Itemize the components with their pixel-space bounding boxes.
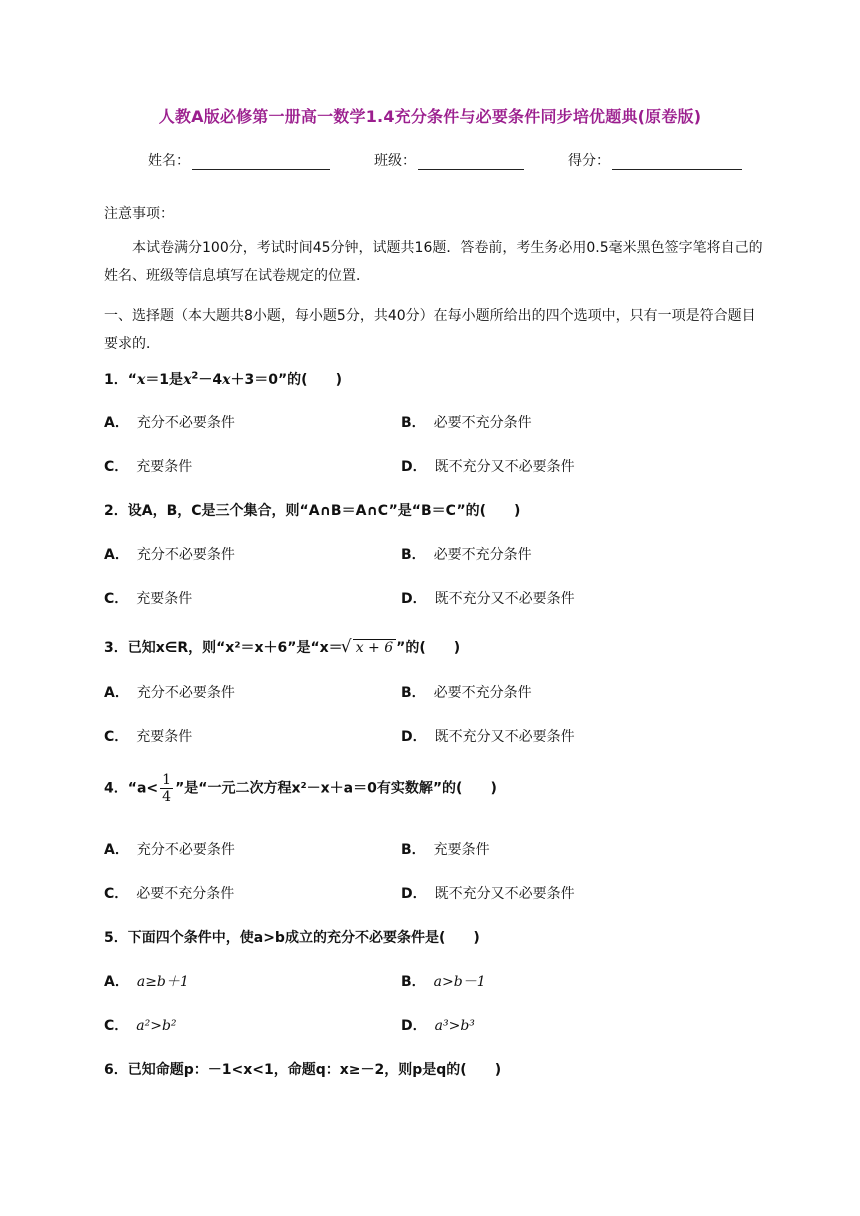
question-text: ＋3＝0”的( ) [230,372,342,388]
option-text: 充分不必要条件 [136,547,235,563]
option-key: B． [401,685,426,701]
q2-option-b[interactable] [401,544,532,564]
option-text: a²>b² [136,1018,177,1034]
math-var: x [222,372,231,388]
name-blank[interactable] [192,156,330,170]
option-key: A． [104,842,129,858]
option-key: A． [104,415,129,431]
q1-option-b[interactable] [401,412,532,432]
class-blank[interactable] [418,156,524,170]
option-text: 既不充分又不必要条件 [434,591,575,607]
question-text: 已知命题p：－1<x<1，命题q：x≥－2，则p是q的( ) [127,1062,502,1078]
student-info-fields [148,150,786,170]
fraction-numerator: 1 [162,772,172,788]
name-label: 姓名： [148,153,190,169]
question-text: 设A，B，C是三个集合，则“A∩B＝A∩C”是“B＝C”的( ) [127,503,521,519]
option-key: C． [104,1018,129,1034]
option-key: B． [401,415,426,431]
option-key: D． [401,459,427,475]
q2-option-c[interactable] [104,588,192,608]
q3-option-a[interactable] [104,682,235,702]
question-6 [104,1059,501,1079]
question-text: 下面四个条件中，使a>b成立的充分不必要条件是( ) [127,930,480,946]
math-var: x [183,372,192,388]
option-text: 必要不充分条件 [433,547,532,563]
q3-option-b[interactable] [401,682,532,702]
option-key: C． [104,729,129,745]
option-text: a³>b³ [434,1018,475,1034]
question-3 [104,637,460,657]
option-text: 充要条件 [136,591,193,607]
option-text: 充分不必要条件 [136,842,235,858]
section-heading: 一、选择题（本大题共8小题，每小题5分，共40分）在每小题所给出的四个选项中，只有一项是符合题目要求的． [104,308,756,352]
question-text: ”的( ) [396,640,461,656]
option-text: 充分不必要条件 [136,415,235,431]
option-key: A． [104,547,129,563]
question-number: 2． [104,503,128,519]
q3-option-d[interactable] [401,726,575,746]
option-text: 既不充分又不必要条件 [434,886,575,902]
option-text: 既不充分又不必要条件 [434,729,575,745]
option-text: a>b－1 [433,974,486,990]
option-key: A． [104,685,129,701]
question-text: 已知x∈R，则“x²＝x＋6”是“x＝ [127,640,343,656]
option-key: D． [401,591,427,607]
superscript: 2 [191,370,199,382]
option-key: C． [104,886,129,902]
score-blank[interactable] [612,156,742,170]
option-text: 必要不充分条件 [433,685,532,701]
option-text: 既不充分又不必要条件 [434,459,575,475]
question-text: ”是“一元二次方程x²－x＋a＝0有实数解”的( ) [175,780,497,797]
option-text: 充分不必要条件 [136,685,235,701]
q5-option-b[interactable] [401,971,486,991]
q2-option-d[interactable] [401,588,575,608]
page-title: 人教A版必修第一册高一数学1.4充分条件与必要条件同步培优题典(原卷版) [158,107,702,126]
option-key: D． [401,886,427,902]
class-label: 班级： [374,153,416,169]
q4-option-b[interactable] [401,839,490,859]
notice-body: 本试卷满分100分，考试时间45分钟，试题共16题．答卷前，考生务必用0.5毫米黑色签字笔将自己的姓名、班级等信息填写在试卷规定的位置． [104,240,763,284]
question-number: 1． [104,372,128,388]
q2-option-a[interactable] [104,544,235,564]
q4-option-a[interactable] [104,839,235,859]
score-field[interactable] [568,150,742,170]
class-field[interactable] [374,150,524,170]
q1-option-c[interactable] [104,456,192,476]
q5-option-a[interactable] [104,971,189,991]
option-key: B． [401,547,426,563]
option-text: 充要条件 [136,729,193,745]
q1-option-a[interactable] [104,412,235,432]
name-field[interactable] [148,150,330,170]
question-text: “a< [127,780,159,797]
option-key: C． [104,459,129,475]
square-root [343,640,396,656]
question-text: ＝1是 [145,372,184,388]
question-number: 3． [104,640,128,656]
q3-option-c[interactable] [104,726,192,746]
option-text: 充要条件 [136,459,193,475]
question-text: －4 [198,372,223,388]
option-text: 充要条件 [433,842,490,858]
option-text: 必要不充分条件 [136,886,235,902]
score-label: 得分： [568,153,610,169]
question-number: 4． [104,780,128,797]
fraction-denominator: 4 [162,789,172,805]
q4-option-c[interactable] [104,883,234,903]
q4-option-d[interactable] [401,883,575,903]
option-key: B． [401,842,426,858]
question-4 [104,772,497,805]
question-1 [104,369,342,389]
option-key: D． [401,1018,427,1034]
question-number: 6． [104,1062,128,1078]
option-key: D． [401,729,427,745]
option-text: a≥b＋1 [136,974,189,990]
q5-option-c[interactable] [104,1015,177,1035]
q5-option-d[interactable] [401,1015,475,1035]
question-2 [104,500,520,520]
fraction [160,772,173,805]
option-key: C． [104,591,129,607]
question-text: “ [127,372,137,388]
question-5 [104,927,480,947]
math-var: x [136,372,146,388]
radicand: x + 6 [353,639,396,656]
option-text: 必要不充分条件 [433,415,532,431]
option-key: B． [401,974,426,990]
question-number: 5． [104,930,128,946]
option-key: A． [104,974,129,990]
q1-option-d[interactable] [401,456,575,476]
notice-label: 注意事项： [104,206,174,222]
